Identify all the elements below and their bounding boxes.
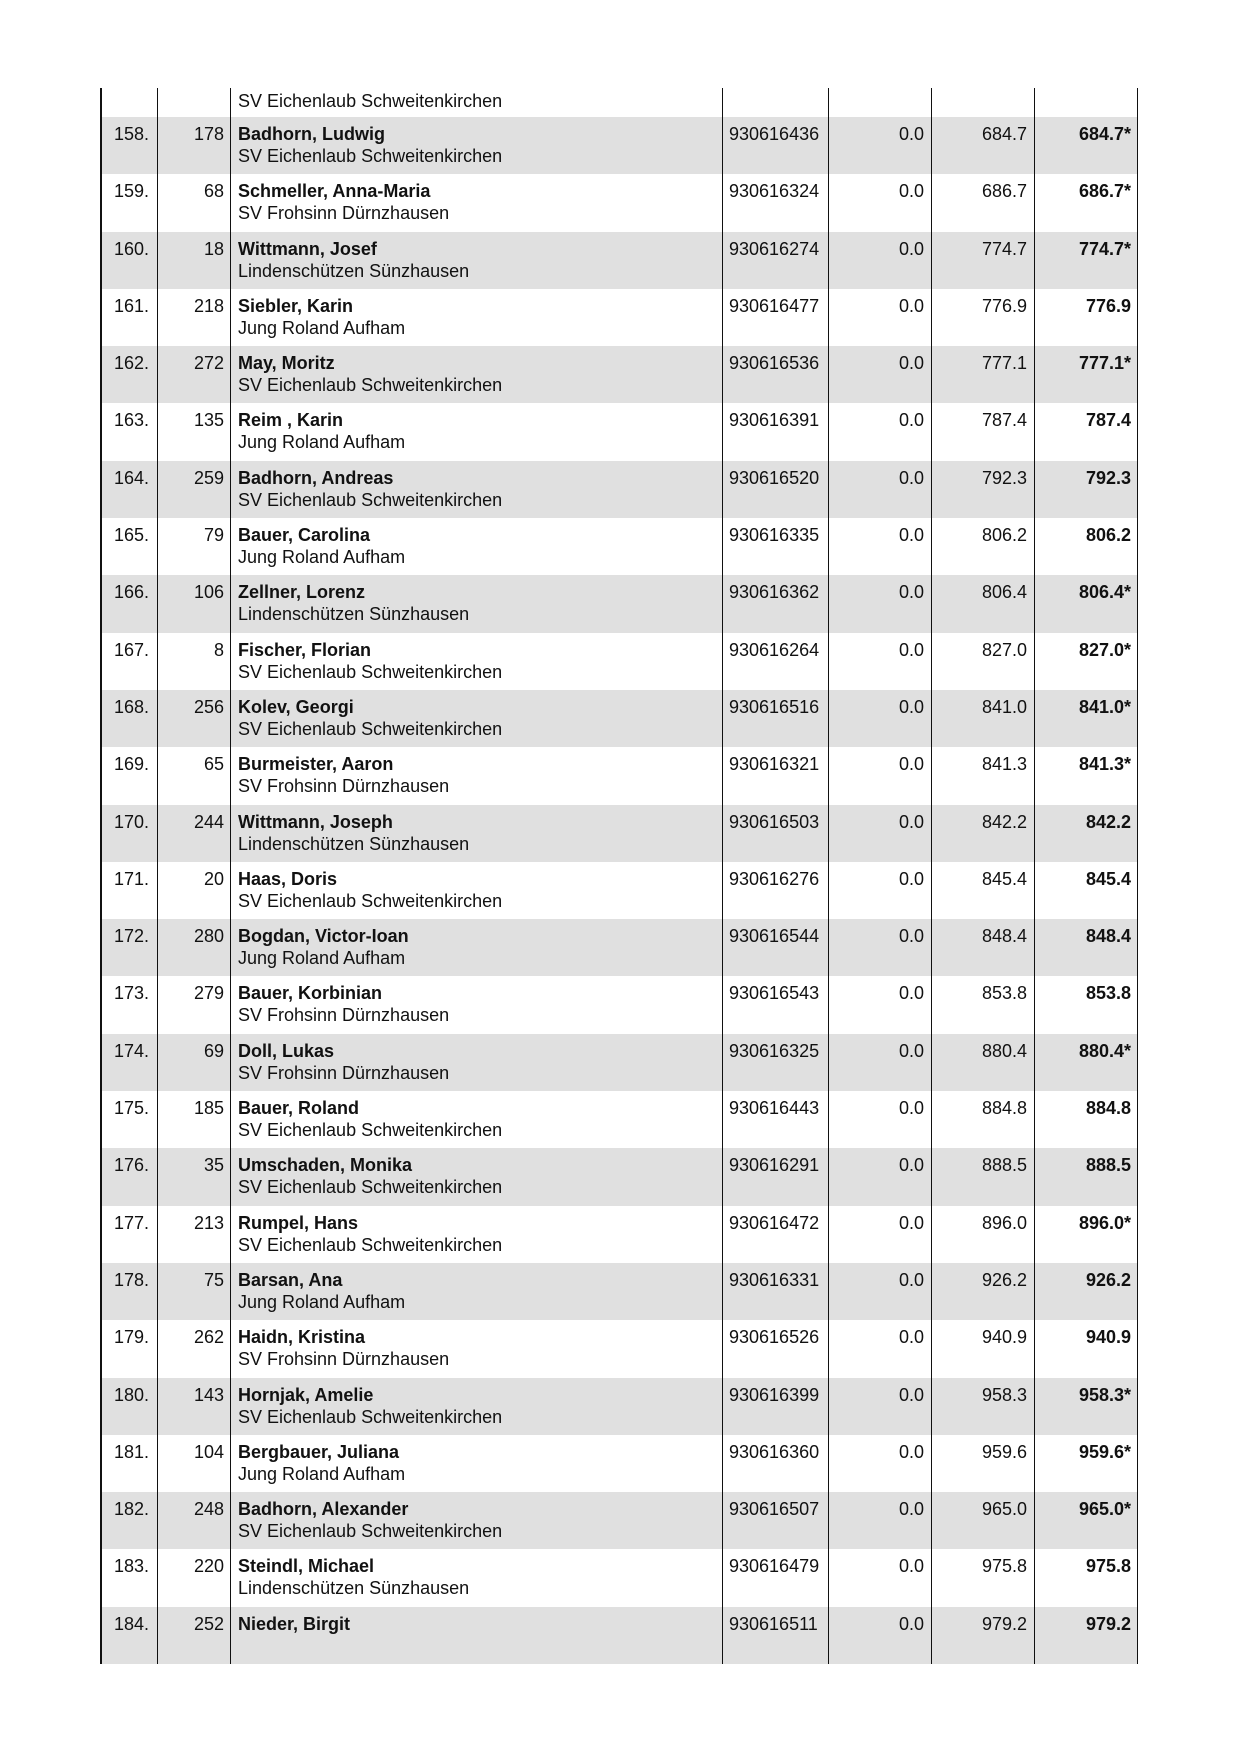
shooter-name: Reim , Karin: [238, 410, 344, 431]
shooter-name: Burmeister, Aaron: [238, 754, 394, 775]
name-cell: [231, 88, 723, 117]
id-cell: [723, 88, 829, 117]
rank-cell: 160.: [100, 232, 158, 289]
id-cell: 930616274: [723, 232, 829, 289]
club-name: SV Eichenlaub Schweitenkirchen: [238, 1406, 503, 1427]
score2-cell: 853.8: [932, 976, 1035, 1033]
score2-cell: 684.7: [932, 117, 1035, 174]
name-cell: [231, 1378, 723, 1435]
table-row: [100, 289, 1138, 346]
score1-cell: 0.0: [829, 1263, 932, 1320]
start-number-cell: 259: [158, 461, 231, 518]
rank-cell: 175.: [100, 1091, 158, 1148]
rank-cell: 184.: [100, 1607, 158, 1664]
total-cell: 896.0*: [1035, 1206, 1138, 1263]
name-cell: [231, 1607, 723, 1664]
name-cell: [231, 1091, 723, 1148]
start-number-cell: 185: [158, 1091, 231, 1148]
score2-cell: 841.0: [932, 690, 1035, 747]
score2-cell: 777.1: [932, 346, 1035, 403]
id-cell: 930616276: [723, 862, 829, 919]
score1-cell: 0.0: [829, 1206, 932, 1263]
table-row: [100, 403, 1138, 460]
start-number-cell: 178: [158, 117, 231, 174]
rank-cell: 178.: [100, 1263, 158, 1320]
id-cell: 930616264: [723, 633, 829, 690]
table-row: [100, 346, 1138, 403]
shooter-name: Wittmann, Josef: [238, 238, 377, 259]
total-cell: [1035, 88, 1138, 117]
id-cell: 930616321: [723, 747, 829, 804]
club-name: SV Eichenlaub Schweitenkirchen: [238, 489, 503, 510]
score2-cell: 959.6: [932, 1435, 1035, 1492]
table-row: [100, 747, 1138, 804]
rank-cell: 181.: [100, 1435, 158, 1492]
table-row: [100, 518, 1138, 575]
total-cell: 926.2: [1035, 1263, 1138, 1320]
shooter-name: Bauer, Carolina: [238, 525, 371, 546]
start-number-cell: 20: [158, 862, 231, 919]
club-name: Jung Roland Aufham: [238, 1291, 406, 1312]
club-name: SV Eichenlaub Schweitenkirchen: [238, 1120, 503, 1141]
name-cell: [231, 862, 723, 919]
score1-cell: 0.0: [829, 919, 932, 976]
table-row: [100, 1378, 1138, 1435]
shooter-name: Wittmann, Joseph: [238, 811, 393, 832]
rank-cell: 170.: [100, 805, 158, 862]
table-row: [100, 633, 1138, 690]
start-number-cell: 262: [158, 1320, 231, 1377]
rank-cell: 159.: [100, 174, 158, 231]
start-number-cell: 218: [158, 289, 231, 346]
total-cell: 888.5: [1035, 1148, 1138, 1205]
club-name: Lindenschützen Sünzhausen: [238, 604, 470, 625]
rank-cell: 172.: [100, 919, 158, 976]
name-cell: [231, 1492, 723, 1549]
total-cell: 686.7*: [1035, 174, 1138, 231]
score2-cell: 848.4: [932, 919, 1035, 976]
name-cell: [231, 117, 723, 174]
shooter-name: Zellner, Lorenz: [238, 582, 366, 603]
total-cell: 827.0*: [1035, 633, 1138, 690]
id-cell: 930616544: [723, 919, 829, 976]
table-row: [100, 1435, 1138, 1492]
club-name: Jung Roland Aufham: [238, 432, 406, 453]
id-cell: 930616526: [723, 1320, 829, 1377]
start-number-cell: 279: [158, 976, 231, 1033]
rank-cell: 161.: [100, 289, 158, 346]
shooter-name: Nieder, Birgit: [238, 1613, 351, 1634]
rank-cell: 169.: [100, 747, 158, 804]
score1-cell: 0.0: [829, 747, 932, 804]
id-cell: 930616477: [723, 289, 829, 346]
rank-cell: 179.: [100, 1320, 158, 1377]
score1-cell: 0.0: [829, 403, 932, 460]
start-number-cell: [158, 88, 231, 117]
total-cell: 853.8: [1035, 976, 1138, 1033]
start-number-cell: 69: [158, 1034, 231, 1091]
rank-cell: 162.: [100, 346, 158, 403]
name-cell: [231, 633, 723, 690]
score2-cell: 806.2: [932, 518, 1035, 575]
score1-cell: 0.0: [829, 1378, 932, 1435]
start-number-cell: 79: [158, 518, 231, 575]
score1-cell: 0.0: [829, 1148, 932, 1205]
rank-cell: 180.: [100, 1378, 158, 1435]
id-cell: 930616507: [723, 1492, 829, 1549]
score2-cell: 926.2: [932, 1263, 1035, 1320]
score1-cell: 0.0: [829, 1091, 932, 1148]
club-name: Lindenschützen Sünzhausen: [238, 1578, 470, 1599]
id-cell: 930616360: [723, 1435, 829, 1492]
shooter-name: Hornjak, Amelie: [238, 1384, 374, 1405]
id-cell: 930616362: [723, 575, 829, 632]
total-cell: 958.3*: [1035, 1378, 1138, 1435]
score1-cell: 0.0: [829, 1435, 932, 1492]
name-cell: [231, 289, 723, 346]
shooter-name: Badhorn, Ludwig: [238, 124, 385, 144]
club-name: SV Eichenlaub Schweitenkirchen: [238, 718, 503, 739]
rank-cell: 168.: [100, 690, 158, 747]
score1-cell: 0.0: [829, 1492, 932, 1549]
shooter-name: Bauer, Roland: [238, 1098, 360, 1119]
club-name: SV Eichenlaub Schweitenkirchen: [238, 146, 503, 166]
shooter-name: Umschaden, Monika: [238, 1155, 413, 1176]
start-number-cell: 220: [158, 1549, 231, 1606]
total-cell: 777.1*: [1035, 346, 1138, 403]
table-row: [100, 1091, 1138, 1148]
id-cell: 930616335: [723, 518, 829, 575]
club-name: SV Frohsinn Dürnzhausen: [238, 203, 450, 224]
name-cell: [231, 919, 723, 976]
start-number-cell: 143: [158, 1378, 231, 1435]
id-cell: 930616331: [723, 1263, 829, 1320]
shooter-name: Doll, Lukas: [238, 1040, 335, 1061]
score1-cell: 0.0: [829, 117, 932, 174]
score2-cell: 940.9: [932, 1320, 1035, 1377]
shooter-name: Bogdan, Victor-Ioan: [238, 926, 409, 947]
score2-cell: 776.9: [932, 289, 1035, 346]
start-number-cell: 272: [158, 346, 231, 403]
rank-cell: 158.: [100, 117, 158, 174]
score1-cell: 0.0: [829, 1320, 932, 1377]
total-cell: 880.4*: [1035, 1034, 1138, 1091]
total-cell: 792.3: [1035, 461, 1138, 518]
score1-cell: 0.0: [829, 805, 932, 862]
club-name: Lindenschützen Sünzhausen: [238, 833, 470, 854]
score1-cell: 0.0: [829, 1034, 932, 1091]
rank-cell: 173.: [100, 976, 158, 1033]
shooter-name: Barsan, Ana: [238, 1269, 343, 1290]
id-cell: 930616472: [723, 1206, 829, 1263]
rank-cell: 165.: [100, 518, 158, 575]
name-cell: [231, 575, 723, 632]
name-cell: [231, 1206, 723, 1263]
name-cell: [231, 1435, 723, 1492]
name-cell: [231, 1034, 723, 1091]
score2-cell: [932, 88, 1035, 117]
name-cell: [231, 976, 723, 1033]
score1-cell: 0.0: [829, 862, 932, 919]
start-number-cell: 256: [158, 690, 231, 747]
total-cell: 806.4*: [1035, 575, 1138, 632]
name-cell: [231, 1549, 723, 1606]
shooter-name: May, Moritz: [238, 353, 335, 374]
club-name: Jung Roland Aufham: [238, 948, 406, 969]
rank-cell: 177.: [100, 1206, 158, 1263]
id-cell: 930616391: [723, 403, 829, 460]
total-cell: 979.2: [1035, 1607, 1138, 1664]
table-row: [100, 1034, 1138, 1091]
score2-cell: 958.3: [932, 1378, 1035, 1435]
shooter-name: Steindl, Michael: [238, 1556, 375, 1577]
club-name: SV Frohsinn Dürnzhausen: [238, 1062, 450, 1083]
id-cell: 930616479: [723, 1549, 829, 1606]
start-number-cell: 252: [158, 1607, 231, 1664]
table-row: [100, 1607, 1138, 1664]
score2-cell: 845.4: [932, 862, 1035, 919]
total-cell: 959.6*: [1035, 1435, 1138, 1492]
table-row: [100, 174, 1138, 231]
id-cell: 930616291: [723, 1148, 829, 1205]
table-row: [100, 690, 1138, 747]
id-cell: 930616324: [723, 174, 829, 231]
score1-cell: 0.0: [829, 1607, 932, 1664]
shooter-name: Haidn, Kristina: [238, 1327, 366, 1348]
name-cell: [231, 1263, 723, 1320]
shooter-name: Haas, Doris: [238, 868, 338, 889]
table-row: [100, 461, 1138, 518]
club-name: SV Eichenlaub Schweitenkirchen: [238, 1521, 503, 1542]
name-cell: [231, 403, 723, 460]
name-cell: [231, 805, 723, 862]
score1-cell: 0.0: [829, 690, 932, 747]
score2-cell: 792.3: [932, 461, 1035, 518]
total-cell: 842.2: [1035, 805, 1138, 862]
table-row: [100, 976, 1138, 1033]
name-cell: [231, 747, 723, 804]
score1-cell: 0.0: [829, 1549, 932, 1606]
start-number-cell: 244: [158, 805, 231, 862]
score1-cell: 0.0: [829, 232, 932, 289]
club-name: Jung Roland Aufham: [238, 317, 406, 338]
name-cell: [231, 461, 723, 518]
table-row: [100, 862, 1138, 919]
id-cell: 930616511: [723, 1607, 829, 1664]
club-name: SV Eichenlaub Schweitenkirchen: [238, 1177, 503, 1198]
club-name: SV Frohsinn Dürnzhausen: [238, 1005, 450, 1026]
id-cell: 930616520: [723, 461, 829, 518]
score2-cell: 787.4: [932, 403, 1035, 460]
table-row-carryover: [100, 88, 1138, 117]
score2-cell: 827.0: [932, 633, 1035, 690]
id-cell: 930616543: [723, 976, 829, 1033]
score2-cell: 774.7: [932, 232, 1035, 289]
start-number-cell: 106: [158, 575, 231, 632]
total-cell: 787.4: [1035, 403, 1138, 460]
id-cell: 930616325: [723, 1034, 829, 1091]
total-cell: 841.0*: [1035, 690, 1138, 747]
total-cell: 841.3*: [1035, 747, 1138, 804]
id-cell: 930616436: [723, 117, 829, 174]
start-number-cell: 68: [158, 174, 231, 231]
shooter-name: Badhorn, Andreas: [238, 467, 394, 488]
start-number-cell: 280: [158, 919, 231, 976]
table-row: [100, 1206, 1138, 1263]
total-cell: 975.8: [1035, 1549, 1138, 1606]
total-cell: 806.2: [1035, 518, 1138, 575]
start-number-cell: 135: [158, 403, 231, 460]
score2-cell: 884.8: [932, 1091, 1035, 1148]
id-cell: 930616516: [723, 690, 829, 747]
shooter-name: Kolev, Georgi: [238, 696, 354, 717]
score2-cell: 842.2: [932, 805, 1035, 862]
score2-cell: 686.7: [932, 174, 1035, 231]
total-cell: 884.8: [1035, 1091, 1138, 1148]
rank-cell: 171.: [100, 862, 158, 919]
id-cell: 930616399: [723, 1378, 829, 1435]
shooter-name: Fischer, Florian: [238, 639, 372, 660]
total-cell: 774.7*: [1035, 232, 1138, 289]
score1-cell: 0.0: [829, 633, 932, 690]
total-cell: 776.9: [1035, 289, 1138, 346]
club-name: SV Frohsinn Dürnzhausen: [238, 776, 450, 797]
rank-cell: 167.: [100, 633, 158, 690]
total-cell: 965.0*: [1035, 1492, 1138, 1549]
score2-cell: 888.5: [932, 1148, 1035, 1205]
score1-cell: 0.0: [829, 346, 932, 403]
table-row: [100, 1263, 1138, 1320]
table-row: [100, 805, 1138, 862]
club-name: SV Eichenlaub Schweitenkirchen: [238, 375, 503, 396]
score1-cell: 0.0: [829, 575, 932, 632]
total-cell: 848.4: [1035, 919, 1138, 976]
club-name: SV Eichenlaub Schweitenkirchen: [238, 1234, 503, 1255]
shooter-name: Siebler, Karin: [238, 295, 354, 316]
rank-cell: 174.: [100, 1034, 158, 1091]
total-cell: 940.9: [1035, 1320, 1138, 1377]
id-cell: 930616503: [723, 805, 829, 862]
shooter-name: Badhorn, Alexander: [238, 1499, 409, 1520]
start-number-cell: 65: [158, 747, 231, 804]
start-number-cell: 213: [158, 1206, 231, 1263]
table-row: [100, 1549, 1138, 1606]
score1-cell: 0.0: [829, 518, 932, 575]
score2-cell: 979.2: [932, 1607, 1035, 1664]
table-row: [100, 1492, 1138, 1549]
score1-cell: 0.0: [829, 461, 932, 518]
start-number-cell: 75: [158, 1263, 231, 1320]
rank-cell: 163.: [100, 403, 158, 460]
id-cell: 930616443: [723, 1091, 829, 1148]
score1-cell: 0.0: [829, 289, 932, 346]
start-number-cell: 35: [158, 1148, 231, 1205]
name-cell: [231, 232, 723, 289]
name-cell: [231, 174, 723, 231]
table-row: [100, 919, 1138, 976]
name-cell: [231, 518, 723, 575]
score2-cell: 896.0: [932, 1206, 1035, 1263]
score1-cell: [829, 88, 932, 117]
club-name: SV Frohsinn Dürnzhausen: [238, 1349, 450, 1370]
club-name: SV Eichenlaub Schweitenkirchen: [238, 661, 503, 682]
table-row: [100, 1148, 1138, 1205]
name-cell: [231, 346, 723, 403]
shooter-name: Schmeller, Anna-Maria: [238, 181, 431, 202]
table-row: [100, 575, 1138, 632]
rank-cell: 176.: [100, 1148, 158, 1205]
start-number-cell: 8: [158, 633, 231, 690]
name-cell: [231, 1148, 723, 1205]
club-name: Jung Roland Aufham: [238, 547, 406, 568]
table-row: [100, 1320, 1138, 1377]
score1-cell: 0.0: [829, 174, 932, 231]
score1-cell: 0.0: [829, 976, 932, 1033]
results-table: [100, 88, 1138, 1664]
name-cell: [231, 690, 723, 747]
name-cell: [231, 1320, 723, 1377]
start-number-cell: 104: [158, 1435, 231, 1492]
club-name: Lindenschützen Sünzhausen: [238, 260, 470, 281]
total-cell: 684.7*: [1035, 117, 1138, 174]
shooter-name: Bauer, Korbinian: [238, 983, 383, 1004]
score2-cell: 806.4: [932, 575, 1035, 632]
club-name: SV Eichenlaub Schweitenkirchen: [238, 890, 503, 911]
table-row: [100, 117, 1138, 174]
rank-cell: [100, 88, 158, 117]
rank-cell: 164.: [100, 461, 158, 518]
score2-cell: 975.8: [932, 1549, 1035, 1606]
rank-cell: 183.: [100, 1549, 158, 1606]
score2-cell: 880.4: [932, 1034, 1035, 1091]
rank-cell: 166.: [100, 575, 158, 632]
club-name: SV Eichenlaub Schweitenkirchen: [238, 91, 503, 111]
total-cell: 845.4: [1035, 862, 1138, 919]
start-number-cell: 248: [158, 1492, 231, 1549]
shooter-name: Bergbauer, Juliana: [238, 1441, 400, 1462]
table-row: [100, 232, 1138, 289]
id-cell: 930616536: [723, 346, 829, 403]
club-name: Jung Roland Aufham: [238, 1463, 406, 1484]
score2-cell: 965.0: [932, 1492, 1035, 1549]
shooter-name: Rumpel, Hans: [238, 1212, 359, 1233]
score2-cell: 841.3: [932, 747, 1035, 804]
start-number-cell: 18: [158, 232, 231, 289]
rank-cell: 182.: [100, 1492, 158, 1549]
